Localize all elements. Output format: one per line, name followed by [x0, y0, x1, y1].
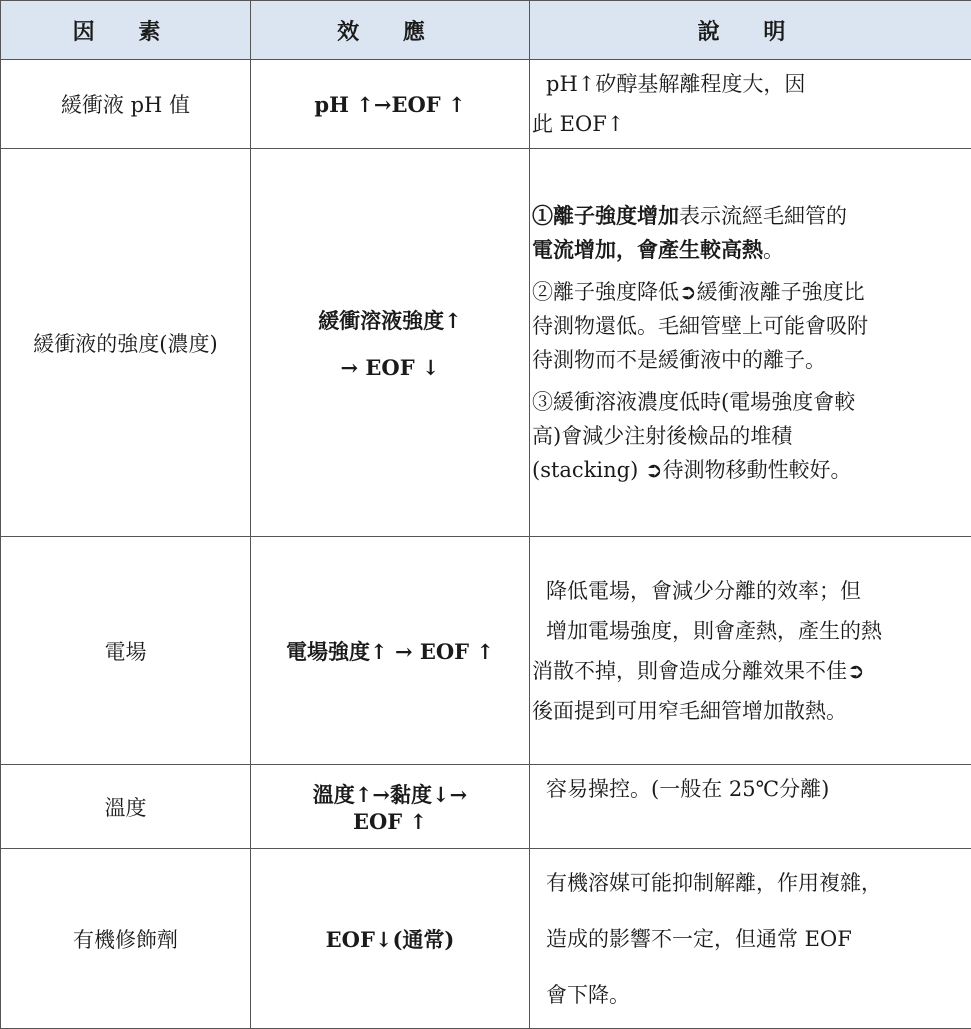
- description-text: 表示流經毛細管的: [679, 204, 847, 228]
- effect-line: 溫度↑→黏度↓→: [251, 779, 529, 809]
- description-line: ②離子強度降低➲緩衝液離子強度比: [532, 275, 969, 309]
- effect-line: EOF ↑: [251, 809, 529, 834]
- factor-cell: 有機修飾劑: [1, 849, 251, 1029]
- factor-cell: 緩衝液 pH 值: [1, 60, 251, 149]
- effect-line: → EOF ↓: [251, 355, 529, 380]
- description-bold: 電流增加，會產生較高熱: [532, 237, 763, 262]
- header-description: 說 明: [530, 1, 971, 60]
- description-line: 待測物還低。毛細管壁上可能會吸附: [532, 309, 969, 343]
- description-line: 降低電場，會減少分離的效率；但: [532, 571, 969, 611]
- description-cell: [530, 149, 971, 537]
- description-line: 容易操控。(一般在 25℃分離): [532, 769, 969, 809]
- header-row: [1, 1, 971, 60]
- effect-cell: [251, 765, 530, 849]
- description-line: 此 EOF↑: [532, 104, 969, 144]
- effect-cell: pH ↑→EOF ↑: [251, 60, 530, 149]
- effect-line: 緩衝溶液強度↑: [251, 305, 529, 335]
- description-line: 有機溶媒可能抑制解離，作用複雜，: [532, 855, 969, 911]
- description-line: (stacking) ➲待測物移動性較好。: [532, 453, 969, 487]
- table-row: [1, 765, 971, 849]
- description-line: 待測物而不是緩衝液中的離子。: [532, 343, 969, 377]
- effect-cell: EOF↓(通常): [251, 849, 530, 1029]
- description-line: 會下降。: [532, 967, 969, 1023]
- description-cell: [530, 537, 971, 765]
- description-bold: ①離子強度增加: [532, 203, 679, 228]
- table-row: [1, 149, 971, 537]
- table-row: [1, 537, 971, 765]
- effect-cell: 電場強度↑ → EOF ↑: [251, 537, 530, 765]
- description-line: pH↑矽醇基解離程度大，因: [532, 64, 969, 104]
- description-cell: [530, 765, 971, 849]
- description-line: 消散不掉，則會造成分離效果不佳➲: [532, 651, 969, 691]
- description-line: 造成的影響不一定，但通常 EOF: [532, 911, 969, 967]
- table-row: [1, 849, 971, 1029]
- factor-cell: 緩衝液的強度(濃度): [1, 149, 251, 537]
- header-effect: 效 應: [251, 1, 530, 60]
- description-line: ③緩衝溶液濃度低時(電場強度會較: [532, 385, 969, 419]
- description-text: 。: [763, 238, 784, 262]
- description-line: 高)會減少注射後檢品的堆積: [532, 419, 969, 453]
- factor-cell: 溫度: [1, 765, 251, 849]
- header-factor: 因 素: [1, 1, 251, 60]
- effect-cell: [251, 149, 530, 537]
- description-paragraph-1: [532, 199, 969, 267]
- description-cell: [530, 60, 971, 149]
- description-line: 後面提到可用窄毛細管增加散熱。: [532, 691, 969, 731]
- table-row: [1, 60, 971, 149]
- factor-cell: 電場: [1, 537, 251, 765]
- description-cell: [530, 849, 971, 1029]
- description-line: 增加電場強度，則會產熱，產生的熱: [532, 611, 969, 651]
